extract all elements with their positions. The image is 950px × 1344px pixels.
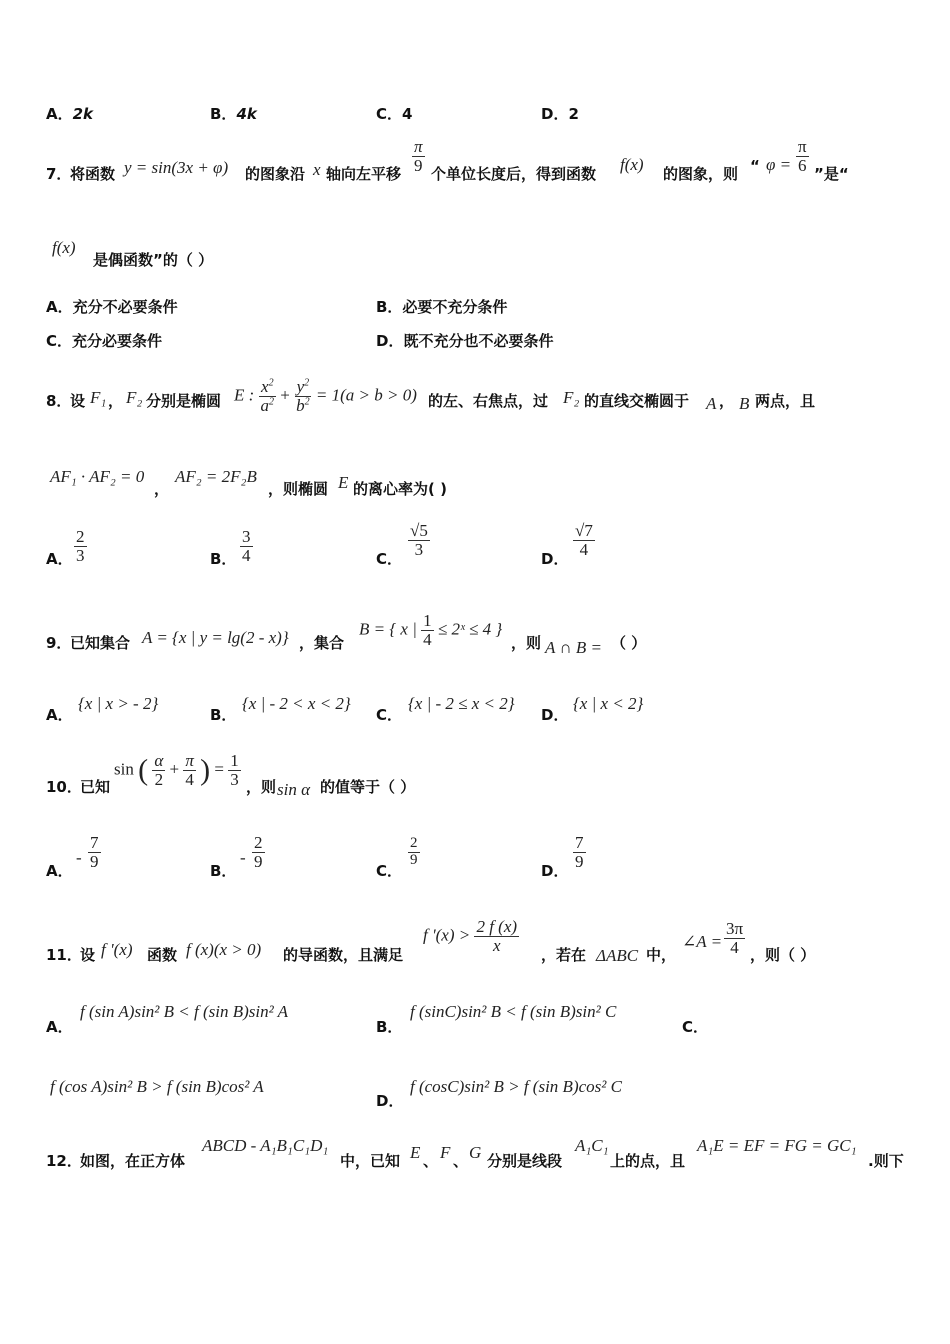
q6-option-d: D．2 xyxy=(541,105,579,123)
q9-option-c-letter: C． xyxy=(376,706,403,724)
q9-text-1: 已知集合 xyxy=(70,634,131,652)
q9-text-4: （ ） xyxy=(611,634,647,652)
q11-text-5: 中， xyxy=(646,946,677,964)
q10-number: 10． xyxy=(46,778,82,796)
q11-option-b-letter: B． xyxy=(376,1018,403,1036)
q12-text-1: 如图，在正方体 xyxy=(80,1152,186,1170)
q7-function: y = sin(3x + φ) xyxy=(124,158,229,177)
q11-text-1: 设 xyxy=(80,946,96,964)
q11-angle-fraction: $\frac{3\pi}{4}$ xyxy=(726,919,744,957)
q11-function: f (x)(x > 0) xyxy=(186,940,262,959)
q8-text-4: 的直线交椭圆于 xyxy=(584,392,690,410)
q11-option-d: f (cosC)sin² B > f (sin B)cos² C xyxy=(410,1077,622,1096)
q6-option-b: B．4k xyxy=(210,105,257,123)
q10-equation: sin ( $\frac{\alpha}{2}$ + $\frac{\pi}{4}$ ) = $\frac{1}{3}$ xyxy=(114,751,239,789)
q9-option-b-letter: B． xyxy=(210,706,237,724)
q11-option-c: f (cos A)sin² B > f (sin B)cos² A xyxy=(50,1077,264,1096)
q12-text-3: 分别是线段 xyxy=(487,1152,563,1170)
q8-f2: F₂ xyxy=(126,388,143,407)
q11-derivative: f '(x) xyxy=(101,940,133,959)
q8-text-5: 两点，且 xyxy=(755,392,816,410)
q11-text-3: 的导函数，且满足 xyxy=(283,946,404,964)
q7-text-7: 是偶函数”的（ ） xyxy=(93,251,214,269)
q11-text-4: ，若在 xyxy=(541,946,587,964)
q9-text-2: ，集合 xyxy=(299,634,345,652)
q7-left-quote: “ xyxy=(750,157,760,175)
q9-option-d: {x | x < 2} xyxy=(573,694,644,713)
q7-text-6: ”是“ xyxy=(814,165,849,183)
q11-inequality: f '(x) > $\frac{2 f (x)}{x}$ xyxy=(423,917,518,955)
q10-text-2: ，则 xyxy=(246,778,277,796)
q8-text-1: 设 xyxy=(70,392,86,410)
q7-x-variable: x xyxy=(313,160,321,179)
q8-ellipse-equation: E : $\frac{x^2}{a^2}$ + $\frac{y^2}{b^2}$ = 1(a > b > 0) xyxy=(234,377,417,415)
q7-option-b: B．必要不充分条件 xyxy=(376,298,508,316)
q8-f2-b: F₂ xyxy=(563,388,580,407)
q11-text-6: ，则（ ） xyxy=(750,946,816,964)
q9-option-b: {x | - 2 < x < 2} xyxy=(242,694,351,713)
q8-comma: ， xyxy=(108,392,124,410)
q11-option-a: f (sin A)sin² B < f (sin B)sin² A xyxy=(80,1002,289,1021)
q9-set-b: B = { x | $\frac{1}{4}$ ≤ 2ˣ ≤ 4 } xyxy=(359,611,503,649)
q8-text-2: 分别是椭圆 xyxy=(146,392,222,410)
q7-text-1: 将函数 xyxy=(70,165,116,183)
q10-text-1: 已知 xyxy=(80,778,111,796)
q10-sin-alpha: sin α xyxy=(277,780,311,799)
q12-text-4: 上的点，且 xyxy=(610,1152,686,1170)
q9-option-d-letter: D． xyxy=(541,706,569,724)
q7-option-d: D．既不充分也不必要条件 xyxy=(376,332,554,350)
q8-point-a: A xyxy=(706,394,717,413)
q12-point-g: G xyxy=(469,1143,482,1162)
q8-comma-2: ， xyxy=(719,392,735,410)
q6-option-a: A．2k xyxy=(46,105,94,123)
q7-text-3: 轴向左平移 xyxy=(326,165,402,183)
q8-condition-1: AF₁ · AF₂ = 0 xyxy=(50,467,145,486)
q8-condition-2: AF₂ = 2F₂B xyxy=(175,467,257,486)
q11-angle: ∠A = xyxy=(682,932,723,951)
q7-phi-fraction: $\frac{\pi}{6}$ xyxy=(798,137,807,175)
q12-sep-1: 、 xyxy=(423,1152,439,1170)
q7-number: 7． xyxy=(46,165,72,183)
q12-segment: A₁C₁ xyxy=(575,1136,609,1155)
q7-option-c: C．充分必要条件 xyxy=(46,332,163,350)
q8-e: E xyxy=(338,473,349,492)
q11-option-a-letter: A． xyxy=(46,1018,73,1036)
q12-text-5: .则下 xyxy=(868,1152,904,1170)
q9-option-a-letter: A． xyxy=(46,706,73,724)
q12-number: 12． xyxy=(46,1152,82,1170)
q11-option-c-letter: C． xyxy=(682,1018,709,1036)
q12-equal-segments: A₁E = EF = FG = GC₁ xyxy=(697,1136,857,1155)
q12-text-2: 中，已知 xyxy=(340,1152,401,1170)
q8-text-6: ，则椭圆 xyxy=(268,480,329,498)
q7-text-4: 个单位长度后，得到函数 xyxy=(431,165,597,183)
q11-option-d-letter: D． xyxy=(376,1092,404,1110)
q10-text-3: 的值等于（ ） xyxy=(320,778,416,796)
q7-fx-2: f(x) xyxy=(52,238,76,257)
q8-text-3: 的左、右焦点，过 xyxy=(428,392,549,410)
q9-option-c: {x | - 2 ≤ x < 2} xyxy=(408,694,515,713)
q8-comma-3: ， xyxy=(154,480,170,498)
q8-number: 8． xyxy=(46,392,72,410)
q11-text-2: 函数 xyxy=(147,946,178,964)
q9-number: 9． xyxy=(46,634,72,652)
q9-option-a: {x | x > - 2} xyxy=(78,694,159,713)
q12-point-e: E xyxy=(410,1143,421,1162)
q11-triangle: ΔABC xyxy=(596,946,639,965)
q12-cube: ABCD - A₁B₁C₁D₁ xyxy=(202,1136,329,1155)
q6-option-c: C．4 xyxy=(376,105,413,123)
q12-point-f: F xyxy=(440,1143,451,1162)
q7-option-a: A．充分不必要条件 xyxy=(46,298,178,316)
q9-text-3: ，则 xyxy=(511,634,542,652)
q8-text-7: 的离心率为( ) xyxy=(353,480,447,498)
q9-set-a: A = {x | y = lg(2 - x)} xyxy=(142,628,289,647)
q8-point-b: B xyxy=(739,394,750,413)
q7-text-2: 的图象沿 xyxy=(245,165,306,183)
q11-option-b: f (sinC)sin² B < f (sin B)sin² C xyxy=(410,1002,617,1021)
q11-number: 11． xyxy=(46,946,82,964)
q7-fx: f(x) xyxy=(620,155,644,174)
q9-intersection: A ∩ B = xyxy=(545,638,602,657)
q12-sep-2: 、 xyxy=(453,1152,469,1170)
q7-text-5: 的图象，则 xyxy=(663,165,739,183)
q7-phi-equals: φ = xyxy=(766,155,792,174)
q8-f1: F₁ xyxy=(90,388,107,407)
q7-shift-fraction: $\frac{\pi}{9}$ xyxy=(414,137,423,175)
